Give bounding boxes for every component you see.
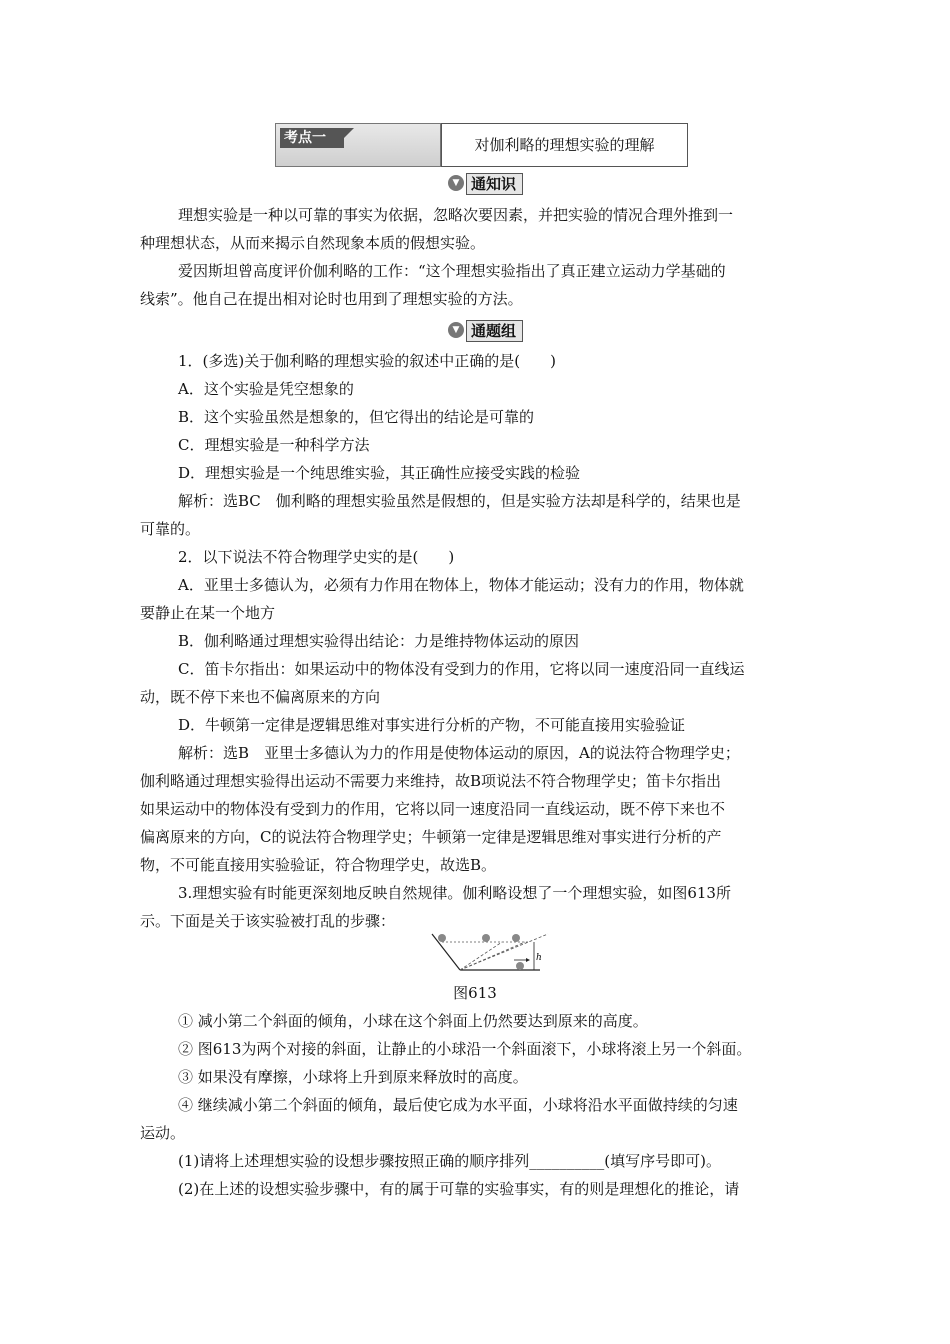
q3-sub-question: (2)在上述的设想实验步骤中，有的属于可靠的实验事实，有的则是理想化的推论，请 xyxy=(178,1180,740,1198)
q3-step: 运动。 xyxy=(140,1124,186,1142)
q2-answer: 伽利略通过理想实验得出运动不需要力来维持，故B项说法不符合物理学史；笛卡尔指出 xyxy=(140,772,722,790)
intro-line: 理想实验是一种以可靠的事实为依据，忽略次要因素，并把实验的情况合理外推到一 xyxy=(178,206,734,224)
q2-stem: 2．以下说法不符合物理学史实的是( ) xyxy=(178,548,455,566)
q2-answer: 如果运动中的物体没有受到力的作用，它将以同一速度沿同一直线运动，既不停下来也不 xyxy=(140,800,726,818)
q2-option-c: 动，既不停下来也不偏离原来的方向 xyxy=(140,688,381,706)
q1-option-d: D．理想实验是一个纯思维实验，其正确性应接受实践的检验 xyxy=(178,464,581,482)
q2-answer: 偏离原来的方向，C的说法符合物理学史；牛顿第一定律是逻辑思维对事实进行分析的产 xyxy=(140,828,722,846)
q3-stem: 示。下面是关于该实验被打乱的步骤： xyxy=(140,912,396,930)
q2-option-b: B．伽利略通过理想实验得出结论：力是维持物体运动的原因 xyxy=(178,632,580,650)
q1-option-c: C．理想实验是一种科学方法 xyxy=(178,436,370,454)
q1-stem: 1．(多选)关于伽利略的理想实验的叙述中正确的是( ) xyxy=(178,352,556,370)
q3-sub-question: (1)请将上述理想实验的设想步骤按照正确的顺序排列__________(填写序号即可)。 xyxy=(178,1152,721,1170)
ball-mid xyxy=(482,934,490,942)
first-incline xyxy=(432,934,460,970)
q3-stem: 3.理想实验有时能更深刻地反映自然规律。伽利略设想了一个理想实验，如图613所 xyxy=(178,884,731,902)
topic-header xyxy=(275,123,688,167)
q3-step: ③ 如果没有摩擦，小球将上升到原来释放时的高度。 xyxy=(178,1068,528,1086)
arrowhead-icon xyxy=(526,958,530,962)
arrow-down-icon: ▼ xyxy=(448,322,464,338)
inclined-planes-figure xyxy=(430,930,550,978)
q3-step: ① 减小第二个斜面的倾角，小球在这个斜面上仍然要达到原来的高度。 xyxy=(178,1012,648,1030)
q2-option-d: D．牛顿第一定律是逻辑思维对事实进行分析的产物，不可能直接用实验验证 xyxy=(178,716,686,734)
knowledge-badge-label: 通知识 xyxy=(466,173,523,195)
ball-start xyxy=(438,934,446,942)
q2-option-a: A．亚里士多德认为，必须有力作用在物体上，物体才能运动；没有力的作用，物体就 xyxy=(178,576,744,594)
q3-step: ④ 继续减小第二个斜面的倾角，最后使它成为水平面，小球将沿水平面做持续的匀速 xyxy=(178,1096,738,1114)
arrow-down-icon: ▼ xyxy=(448,175,464,191)
q2-answer: 物，不可能直接用实验验证，符合物理学史，故选B。 xyxy=(140,856,497,874)
q3-step: ② 图613为两个对接的斜面，让静止的小球沿一个斜面滚下，小球将滚上另一个斜面。 xyxy=(178,1040,752,1058)
ball-ground xyxy=(516,962,524,970)
q1-answer: 可靠的。 xyxy=(140,520,201,538)
topic-tag xyxy=(275,123,441,167)
figure-caption: 图613 xyxy=(453,984,497,1002)
intro-line: 种理想状态，从而来揭示自然现象本质的假想实验。 xyxy=(140,234,486,252)
height-label: h xyxy=(536,953,542,963)
q2-answer: 解析：选B 亚里士多德认为力的作用是使物体运动的原因，A的说法符合物理学史； xyxy=(178,744,740,762)
intro-line: 爱因斯坦曾高度评价伽利略的工作：“这个理想实验指出了真正建立运动力学基础的 xyxy=(178,262,726,280)
second-incline-shallow xyxy=(460,934,548,970)
problems-badge-label: 通题组 xyxy=(466,320,523,342)
ball-far xyxy=(512,934,520,942)
topic-title: 对伽利略的理想实验的理解 xyxy=(441,123,688,167)
second-incline-steep xyxy=(460,942,502,970)
intro-line: 线索”。他自己在提出相对论时也用到了理想实验的方法。 xyxy=(140,290,523,308)
q1-option-a: A．这个实验是凭空想象的 xyxy=(178,380,354,398)
tag-corner-icon xyxy=(344,128,354,138)
q2-option-a: 要静止在某一个地方 xyxy=(140,604,276,622)
topic-tag-label: 考点一 xyxy=(280,128,344,148)
q1-option-b: B．这个实验虽然是想象的，但它得出的结论是可靠的 xyxy=(178,408,535,426)
q2-option-c: C．笛卡尔指出：如果运动中的物体没有受到力的作用，它将以同一速度沿同一直线运 xyxy=(178,660,745,678)
q1-answer: 解析：选BC 伽利略的理想实验虽然是假想的，但是实验方法却是科学的，结果也是 xyxy=(178,492,741,510)
